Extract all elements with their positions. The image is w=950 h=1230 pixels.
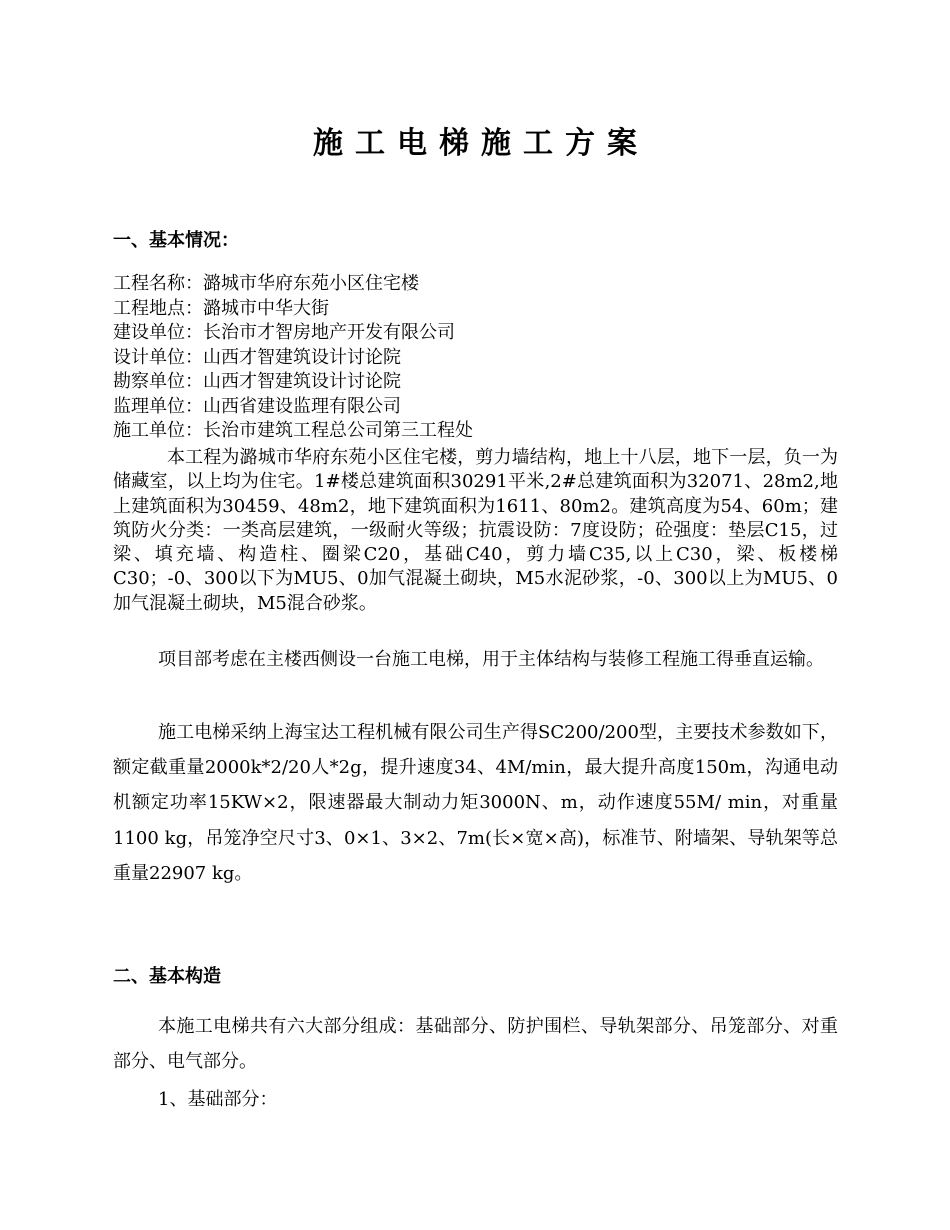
project-info-list [113, 272, 843, 444]
info-line-supervision-unit: 监理单位：山西省建设监理有限公司 [113, 395, 401, 417]
section-heading-basic-structure: 二、基本构造 [113, 966, 221, 987]
structure-paragraph: 本施工电梯共有六大部分组成：基础部分、防护围栏、导轨架部分、吊笼部分、对重部分、电气部分。 [113, 1016, 838, 1072]
info-line-project-location: 工程地点：潞城市中华大街 [113, 297, 329, 319]
overview-paragraph: 本工程为潞城市华府东苑小区住宅楼，剪力墙结构，地上十八层，地下一层，负一为储藏室，以上均为住宅。1#楼总建筑面积30291平米,2#总建筑面积为32071、28m2,地上建筑面积为30459、48m2，地下建筑面积为1611、80m2。建筑高度为54、60m；建筑防火分类：一类高层建筑，一级耐火等级；抗震设防：7度设防；砼强度：垫层C15，过梁、填充墙、构造柱、圈梁C20，基础C40，剪力墙C35,以上C30，梁、板楼梯C30；-0、300以下为MU5、0加气混凝土砌块，M5水泥砂浆，-0、300以上为MU5、0加气混凝土砌块，M5混合砂浆。 [113, 447, 838, 614]
location-paragraph: 项目部考虑在主楼西侧设一台施工电梯，用于主体结构与装修工程施工得垂直运输。 [158, 649, 824, 670]
specs-paragraph: 施工电梯采纳上海宝达工程机械有限公司生产得SC200/200型，主要技术参数如下，额定截重量2000k*2/20人*2g，提升速度34、4M/min，最大提升高度150m，沟通电动机额定功率15KW×2，限速器最大制动力矩3000N、m，动作速度55M/ min，对重量1100 kg，吊笼净空尺寸3、0×1、3×2、7m(长×宽×高)，标准节、附墙架、导轨架等总重量22907 kg。 [113, 722, 838, 884]
document-title: 施工电梯施工方案 [313, 126, 649, 161]
info-line-design-unit: 设计单位：山西才智建筑设计讨论院 [113, 346, 401, 368]
info-line-construction-unit: 建设单位：长治市才智房地产开发有限公司 [113, 322, 455, 343]
info-line-project-name: 工程名称：潞城市华府东苑小区住宅楼 [113, 273, 419, 294]
section-heading-basic-info: 一、基本情况： [113, 230, 239, 251]
info-line-survey-unit: 勘察单位：山西才智建筑设计讨论院 [113, 371, 401, 392]
item-foundation: 1、基础部分： [158, 1089, 278, 1110]
info-line-contractor: 施工单位：长治市建筑工程总公司第三工程处 [113, 420, 473, 441]
